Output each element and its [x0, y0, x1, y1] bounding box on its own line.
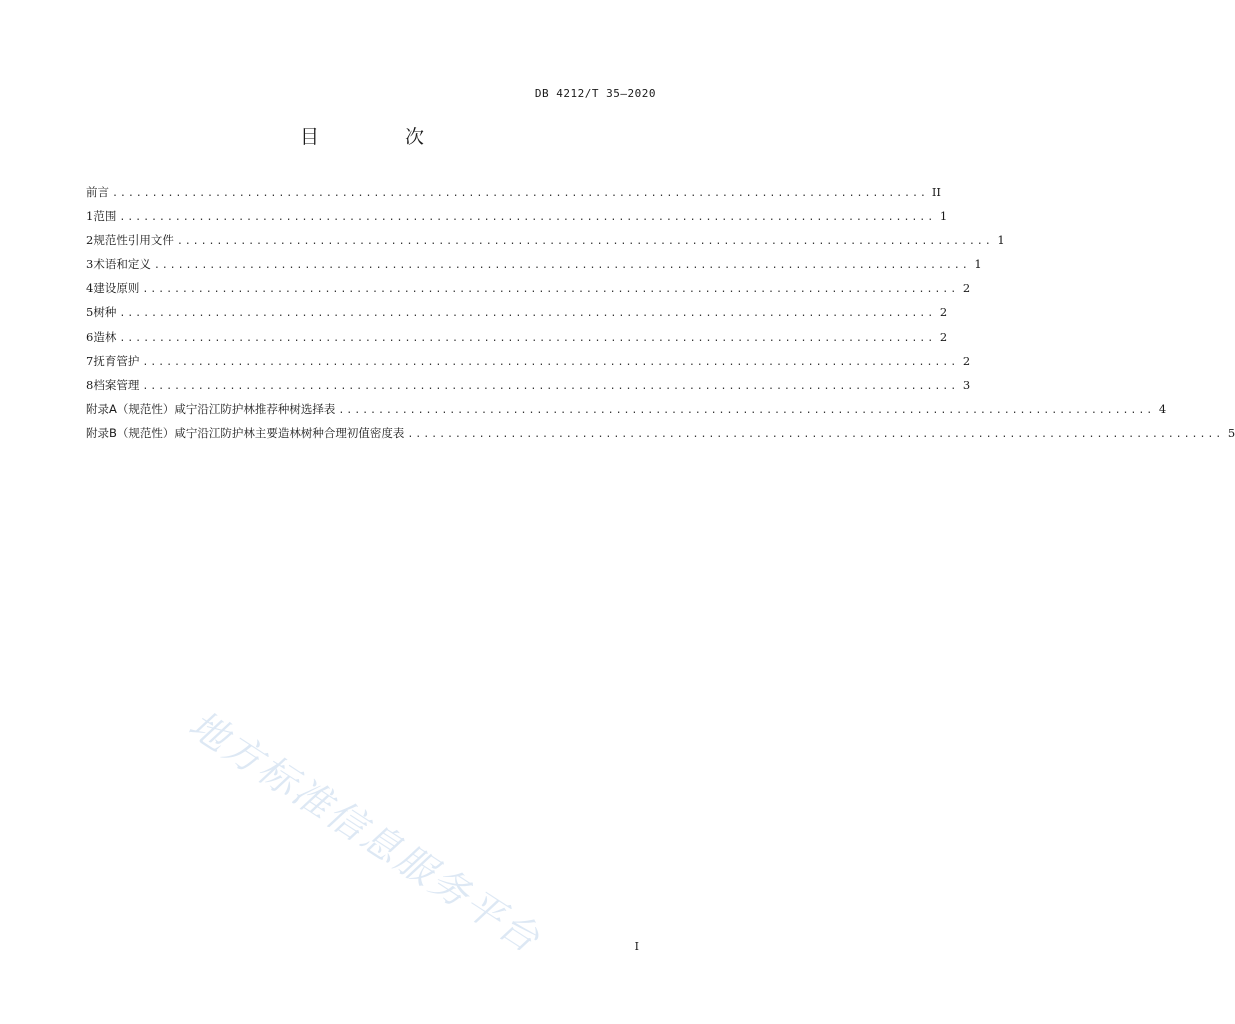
toc-entry-label: 树种 — [93, 305, 117, 320]
toc-entry-3[interactable] — [86, 256, 982, 280]
page-number: I — [634, 940, 639, 953]
toc-dot-leader: ....................................................................................................... — [142, 356, 959, 368]
toc-entry-label: 档案管理 — [93, 377, 140, 392]
toc-entry-5[interactable] — [86, 304, 948, 328]
toc-section-number: 2 — [86, 233, 94, 248]
document-code: DB 4212/T 35—2020 — [534, 87, 656, 100]
toc-entry-label: 建设原则 — [93, 281, 140, 296]
toc-entry-4[interactable] — [86, 280, 971, 304]
toc-dot-leader: ....................................................................................................... — [119, 212, 936, 224]
toc-entry-label: 术语和定义 — [93, 257, 151, 272]
toc-entry-label: 规范性引用文件 — [93, 233, 174, 248]
toc-entry-8[interactable] — [86, 377, 971, 401]
toc-entry-6[interactable] — [86, 329, 948, 353]
toc-section-number: 7 — [86, 353, 94, 368]
toc-section-number: 4 — [86, 281, 94, 296]
toc-dot-leader: ....................................................................................................... — [407, 428, 1224, 440]
toc-page-number: 2 — [962, 353, 971, 368]
toc-entry-label: 抚育管护 — [93, 353, 140, 368]
toc-entry-label: 前言 — [86, 185, 109, 199]
toc-list — [86, 184, 1235, 449]
toc-dot-leader: ....................................................................................................... — [142, 284, 959, 296]
toc-title: 目 次 — [299, 126, 465, 148]
toc-entry-2[interactable] — [86, 232, 1005, 256]
toc-dot-leader: ....................................................................................................... — [119, 332, 936, 344]
toc-dot-leader: ....................................................................................................... — [112, 188, 928, 199]
toc-page-number: 2 — [939, 329, 948, 344]
toc-section-number: 5 — [86, 305, 94, 320]
toc-dot-leader: ....................................................................................................... — [142, 380, 959, 392]
toc-page-number: 5 — [1227, 425, 1235, 440]
toc-section-number: 3 — [86, 257, 94, 272]
toc-section-number: 1 — [86, 209, 94, 224]
toc-page-number: 4 — [1158, 401, 1167, 416]
toc-entry-label: 咸宁沿江防护林主要造林树种合理初值密度表 — [174, 425, 405, 440]
toc-appendix-prefix: 附录A（规范性） — [86, 401, 175, 416]
toc-section-number: 8 — [86, 377, 94, 392]
toc-entry-label: 咸宁沿江防护林推荐种树选择表 — [174, 401, 336, 416]
toc-dot-leader: ....................................................................................................... — [338, 404, 1155, 416]
toc-entry-appendix-a[interactable] — [86, 401, 1167, 425]
toc-entry-label: 范围 — [93, 209, 117, 224]
toc-page-number: 3 — [962, 377, 971, 392]
toc-entry-appendix-b[interactable] — [86, 425, 1235, 449]
toc-appendix-prefix: 附录B（规范性） — [86, 425, 175, 440]
toc-dot-leader: ....................................................................................................... — [119, 308, 936, 320]
toc-page-number: 2 — [939, 305, 948, 320]
toc-entry-1[interactable] — [86, 208, 948, 232]
toc-entry-7[interactable] — [86, 353, 971, 377]
toc-entry-label: 造林 — [93, 329, 117, 344]
toc-section-number: 6 — [86, 329, 94, 344]
toc-page-number: 1 — [997, 233, 1005, 248]
toc-page-number: 1 — [939, 209, 948, 224]
toc-page-number: 2 — [962, 281, 971, 296]
watermark: 地方标准信息服务平台 — [181, 701, 549, 963]
toc-entry-preface[interactable] — [86, 184, 941, 208]
toc-page-number: II — [931, 185, 941, 199]
toc-page-number: 1 — [974, 257, 982, 272]
toc-dot-leader: ....................................................................................................... — [153, 260, 970, 272]
toc-dot-leader: ....................................................................................................... — [176, 236, 993, 248]
